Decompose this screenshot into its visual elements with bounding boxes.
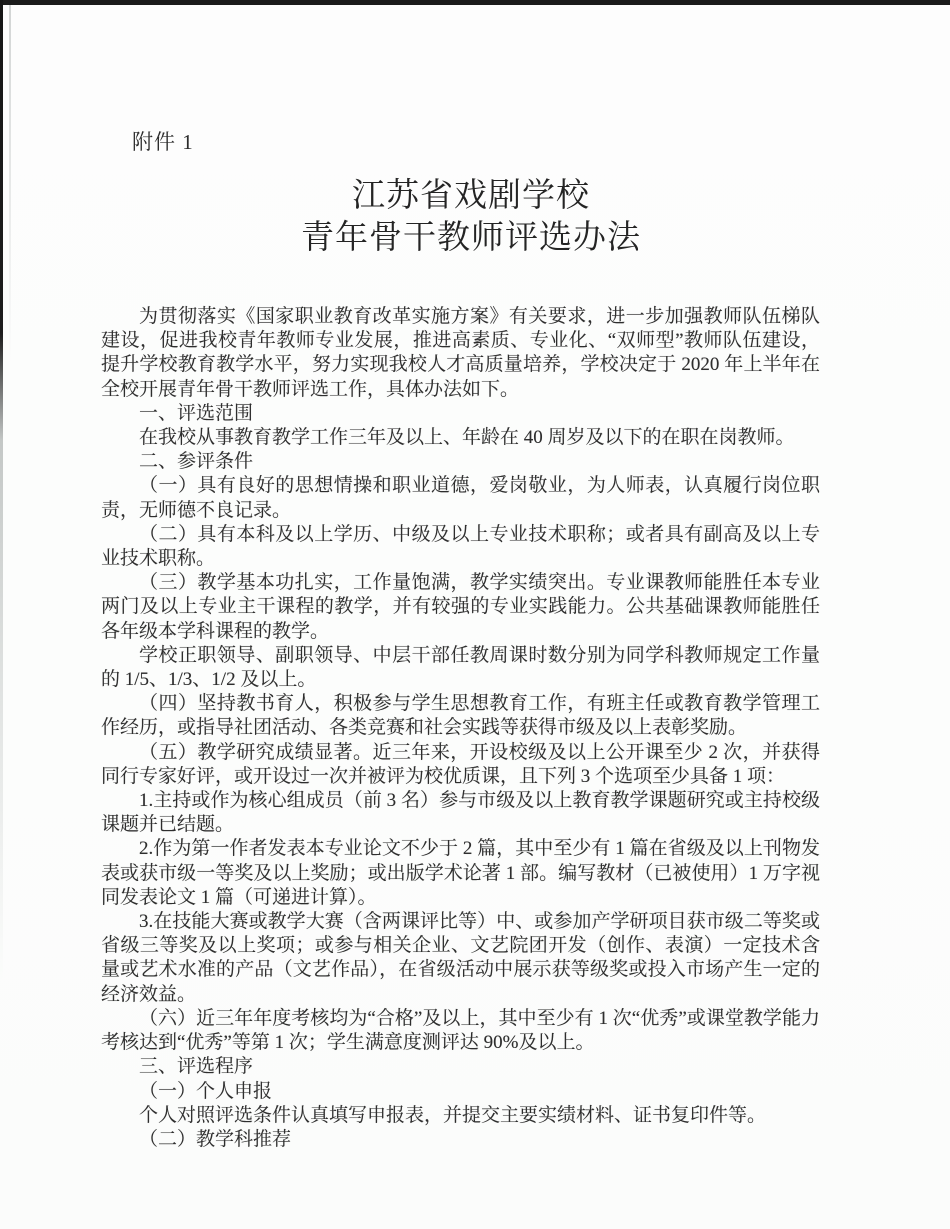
paragraph-condition-5: （五）教学研究成绩显著。近三年来，开设校级及以上公开课至少 2 次，并获得同行专家好评，或开设过一次并被评为校优质课，且下列 3 个选项至少具备 1 项：	[101, 741, 820, 787]
heading-section-1: 一、评选范围	[139, 402, 254, 424]
paragraph-scope: 在我校从事教育教学工作三年及以上、年龄在 40 周岁及以下的在职在岗教师。	[139, 427, 795, 449]
scan-artifact-top-bar	[0, 0, 950, 5]
paragraph-condition-4: （四）坚持教书育人，积极参与学生思想教育工作，有班主任或教育教学管理工作经历，或指导社团活动、各类竞赛和社会实践等获得市级及以上表彰奖励。	[101, 693, 820, 739]
paragraph-condition-1: （一）具有良好的思想情操和职业道德，爱岗敬业，为人师表，认真履行岗位职责，无师德不良记录。	[101, 475, 820, 521]
document-title	[101, 175, 841, 259]
attachment-label: 附件 1	[132, 130, 194, 154]
paragraph-condition-2: （二）具有本科及以上学历、中级及以上专业技术职称；或者具有副高及以上专业技术职称。	[101, 523, 820, 570]
document-body	[101, 305, 820, 1152]
scan-artifact-left-line	[9, 5, 11, 365]
paragraph-intro: 为贯彻落实《国家职业教育改革实施方案》有关要求，进一步加强教师队伍梯队建设，促进我校青年教师专业发展，推进高素质、专业化、“双师型”教师队伍建设，提升学校教育教学水平，努力实现我校人才高质量培养，学校决定于 2020 年上半年在全校开展青年骨干教师评选工作，具体办法如下。	[101, 306, 820, 400]
paragraph-option-3: 3.在技能大赛或教学大赛（含两课评比等）中、或参加产学研项目获市级二等奖或省级三等奖及以上奖项；或参与相关企业、文艺院团开发（创作、表演）一定技术含量或艺术水准的产品（文艺作品），在省级活动中展示获等级奖或投入市场产生一定的经济效益。	[101, 911, 820, 1005]
scan-artifact-left-strip	[0, 0, 3, 980]
heading-section-3: 三、评选程序	[139, 1056, 254, 1078]
heading-procedure-2: （二）教学科推荐	[139, 1128, 292, 1150]
paragraph-option-1: 1.主持或作为核心组成员（前 3 名）参与市级及以上教育教学课题研究或主持校级课题并已结题。	[101, 790, 820, 836]
paragraph-condition-3: （三）教学基本功扎实，工作量饱满，教学实绩突出。专业课教师能胜任本专业两门及以上专业主干课程的教学，并有较强的专业实践能力。公共基础课教师能胜任各年级本学科课程的教学。	[101, 572, 820, 642]
document-title-line-2: 青年骨干教师评选办法	[301, 220, 641, 256]
document-title-line-1: 江苏省戏剧学校	[352, 178, 590, 214]
paragraph-procedure-1: 个人对照评选条件认真填写申报表，并提交主要实绩材料、证书复印件等。	[139, 1104, 767, 1126]
paragraph-condition-6: （六）近三年年度考核均为“合格”及以上，其中至少有 1 次“优秀”或课堂教学能力考核达到“优秀”等第 1 次；学生满意度测评达 90%及以上。	[101, 1007, 820, 1054]
heading-procedure-1: （一）个人申报	[139, 1080, 273, 1102]
heading-section-2: 二、参评条件	[139, 451, 254, 473]
paragraph-condition-3-note: 学校正职领导、副职领导、中层干部任教周课时数分别为同学科教师规定工作量的 1/5、1/3、1/2 及以上。	[101, 644, 820, 691]
paragraph-option-2: 2.作为第一作者发表本专业论文不少于 2 篇，其中至少有 1 篇在省级及以上刊物发表或获市级一等奖及以上奖励；或出版学术论著 1 部。编写教材（已被使用）1 万字视同发表论文 1 篇（可递进计算）。	[101, 838, 820, 908]
